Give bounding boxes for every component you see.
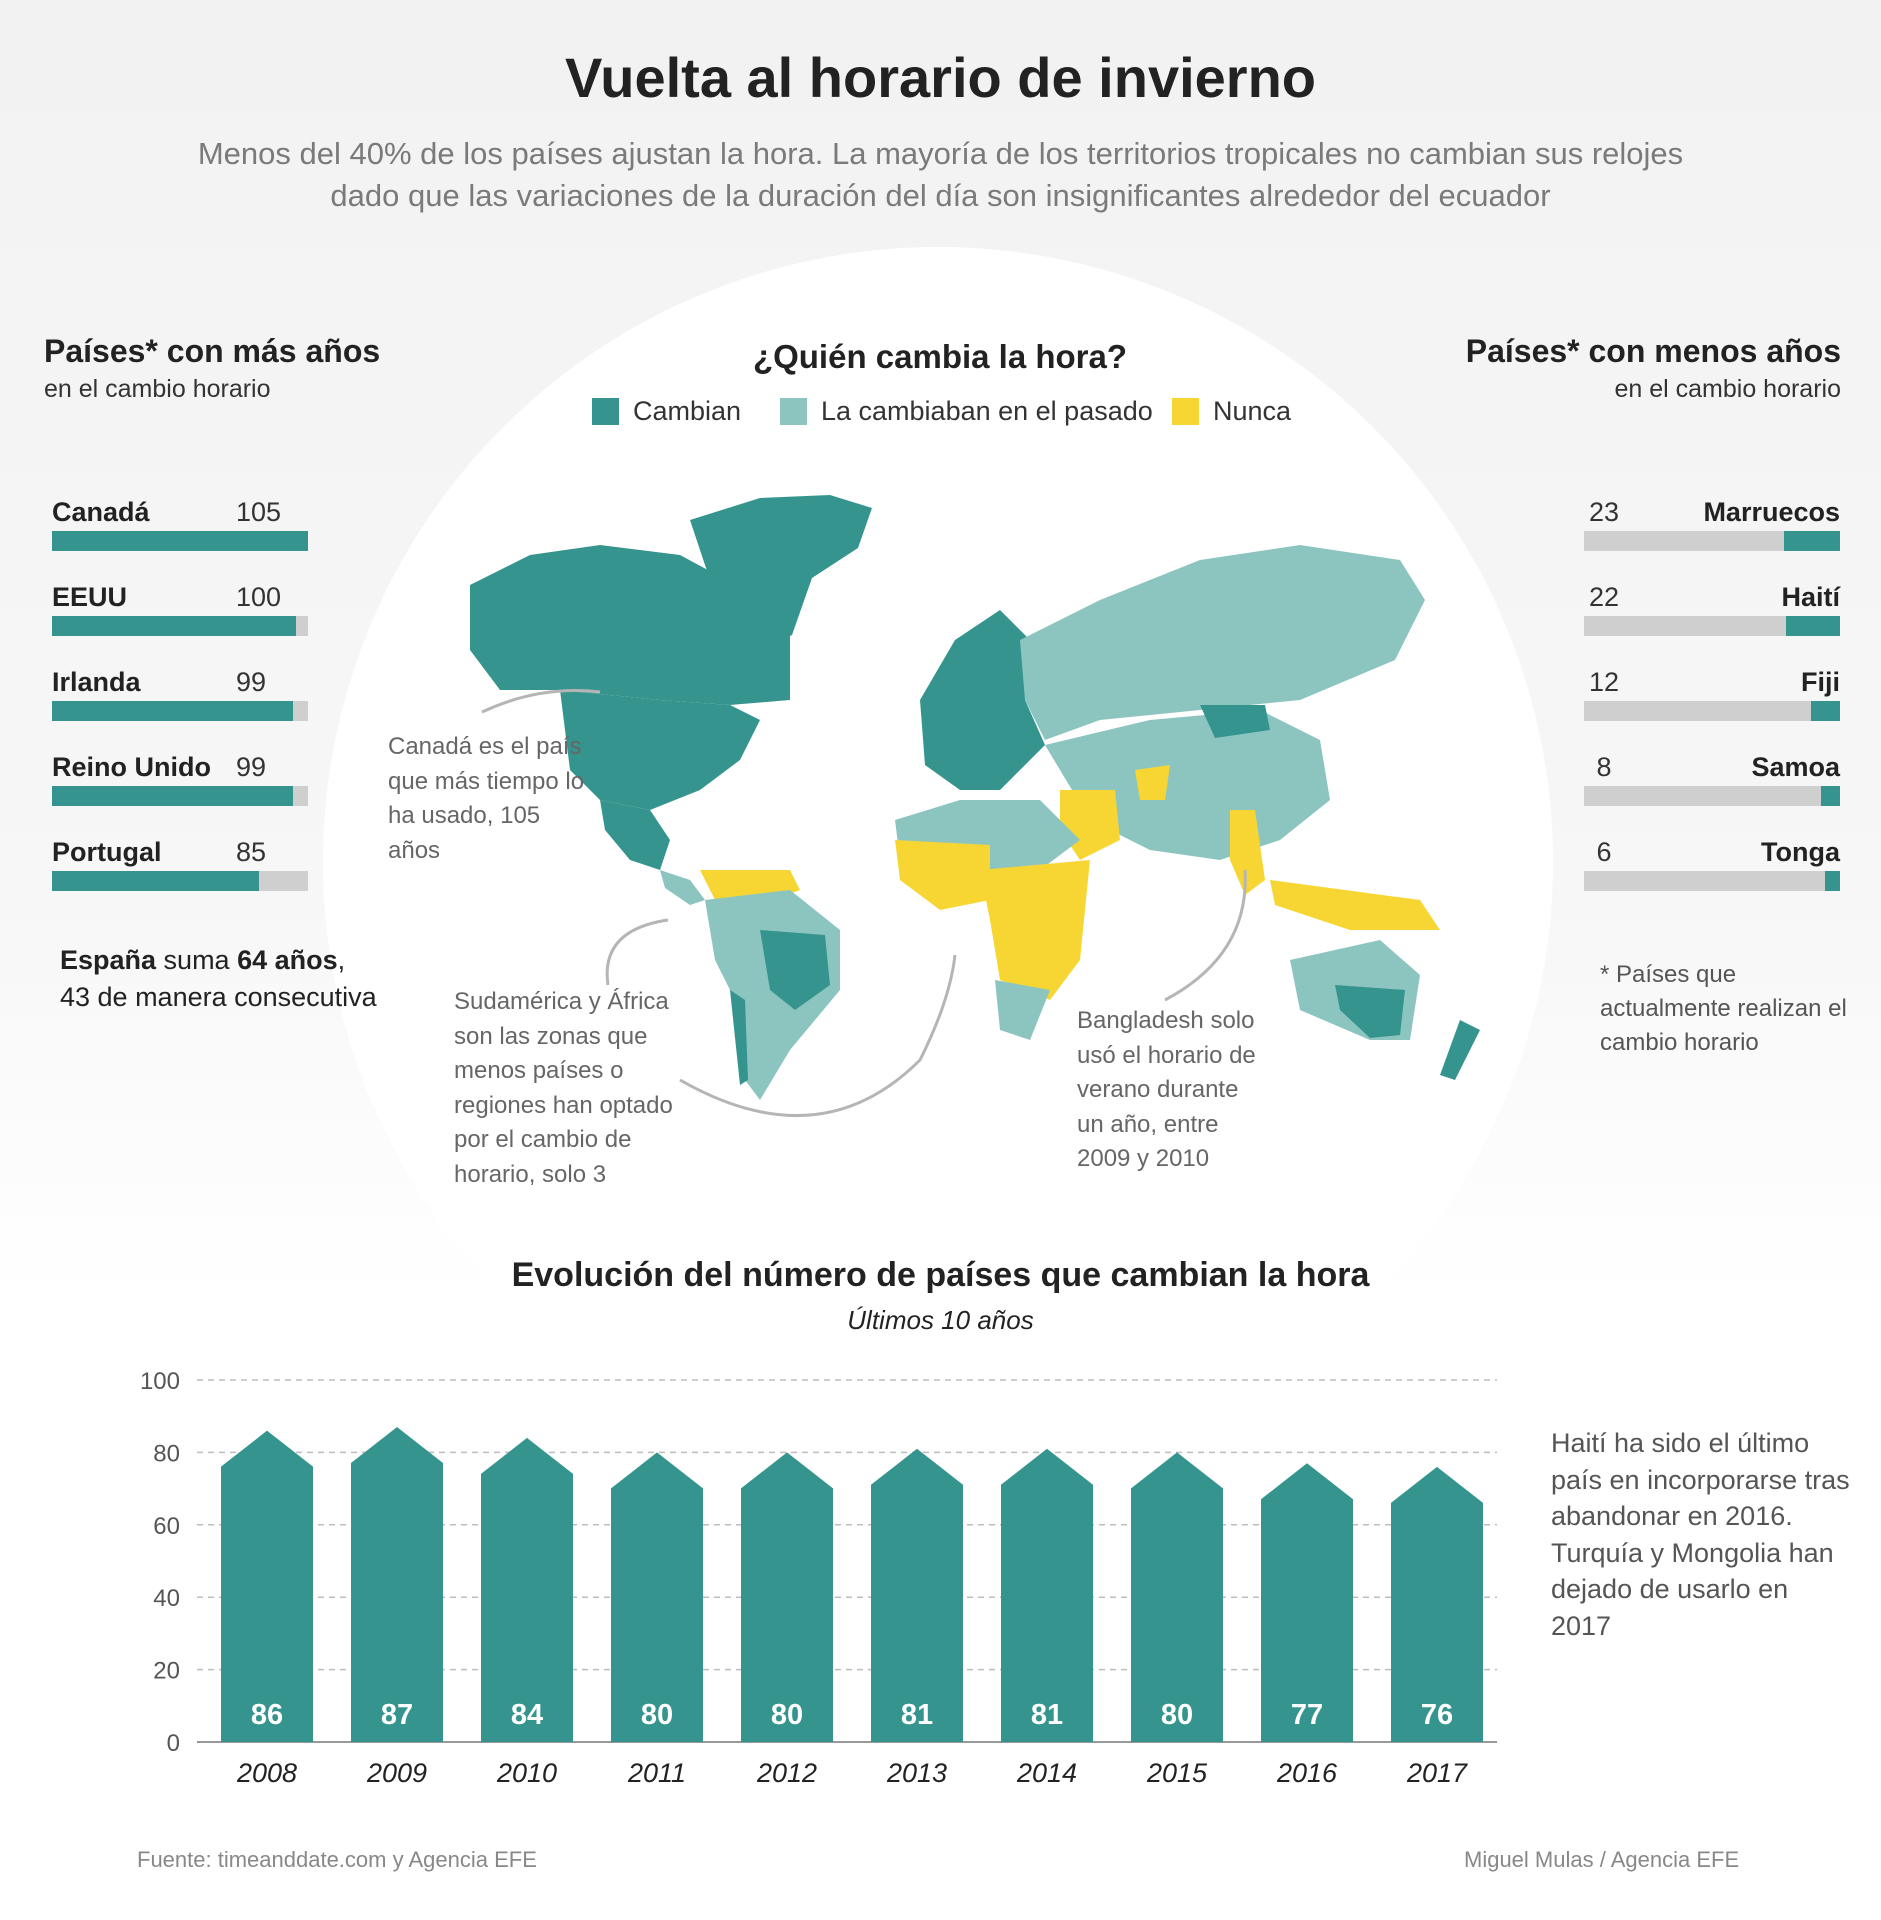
bar-value: 100 — [236, 582, 282, 612]
indonesia-shape — [1270, 880, 1440, 930]
arabia-shape — [1060, 790, 1120, 860]
bar-value: 99 — [236, 667, 267, 697]
y-tick-label: 100 — [139, 1368, 180, 1395]
page-title: Vuelta al horario de invierno — [565, 46, 1316, 109]
x-tick-label: 2011 — [627, 1758, 687, 1788]
year-bar — [221, 1431, 313, 1742]
bar-value: 99 — [236, 752, 267, 782]
bar-label: Reino Unido — [52, 752, 211, 782]
sudamerica-leader-line-1 — [607, 920, 668, 985]
bottom-chart-note: Haití ha sido el último país en incorporarse tras abandonar en 2016. Turquía y Mongolia han dejado de usarlo en 2017 — [1551, 1428, 1850, 1641]
bar-value-label: 86 — [250, 1699, 284, 1731]
afghanistan-shape — [1135, 765, 1170, 800]
x-tick-label: 2008 — [236, 1758, 298, 1788]
australia-southeast-shape — [1335, 985, 1405, 1038]
year-bar — [351, 1427, 443, 1742]
map-title: ¿Quién cambia la hora? — [752, 338, 1128, 375]
bar-label: Fiji — [1801, 667, 1840, 697]
x-tick-label: 2017 — [1406, 1758, 1468, 1788]
bar-value-label: 80 — [770, 1699, 804, 1731]
legend-label: La cambiaban en el pasado — [821, 396, 1153, 426]
bar-value: 105 — [236, 497, 282, 527]
year-bar — [481, 1438, 573, 1742]
bar-label: EEUU — [52, 582, 128, 612]
bar-value-label: 80 — [640, 1699, 674, 1731]
left-panel-subtitle: en el cambio horario — [44, 375, 271, 403]
central-america-shape — [660, 870, 705, 905]
bar-value-label: 87 — [380, 1699, 414, 1731]
bar-label: Irlanda — [52, 667, 141, 697]
x-tick-label: 2015 — [1146, 1758, 1208, 1788]
bar-value: 22 — [1588, 582, 1620, 612]
x-tick-label: 2016 — [1276, 1758, 1338, 1788]
y-tick-label: 20 — [153, 1657, 180, 1685]
bar-value-label: 77 — [1290, 1699, 1324, 1731]
spain-note-text-2: , 43 de manera consecutiva — [60, 945, 377, 1012]
legend-label: Cambian — [633, 396, 742, 426]
bar-value-label: 76 — [1420, 1699, 1454, 1731]
south-america-shape — [705, 890, 840, 1100]
canada-annotation: Canadá es el país que más tiempo lo ha usado, 105 años — [388, 733, 585, 864]
usa-shape — [560, 690, 760, 810]
bar-value-label: 81 — [1030, 1699, 1064, 1731]
bar-label: Canadá — [52, 497, 150, 527]
bar-value-label: 81 — [900, 1699, 934, 1731]
right-panel-title: Países* con menos años — [1465, 333, 1841, 369]
x-tick-label: 2013 — [886, 1758, 948, 1788]
footnote: * Países que actualmente realizan el cambio horario — [1600, 961, 1847, 1056]
sudamerica-annotation: Sudamérica y África son las zonas que menos países o regiones han optado por el cambio de horario, solo 3 — [454, 988, 673, 1188]
credit-text: Miguel Mulas / Agencia EFE — [1464, 1847, 1740, 1872]
y-tick-label: 80 — [153, 1440, 180, 1468]
bottom-chart-title: Evolución del número de países que cambian la hora — [511, 1256, 1370, 1294]
x-tick-label: 2009 — [366, 1758, 428, 1788]
x-tick-label: 2014 — [1016, 1758, 1078, 1788]
bangladesh-annotation: Bangladesh solo usó el horario de verano durante un año, entre 2009 y 2010 — [1077, 1007, 1256, 1172]
y-tick-label: 60 — [153, 1512, 180, 1540]
bar-label: Haití — [1781, 582, 1840, 612]
y-tick-label: 0 — [166, 1730, 180, 1757]
bar-value-label: 80 — [1160, 1699, 1194, 1731]
bar-label: Portugal — [52, 837, 162, 867]
bar-value: 23 — [1588, 497, 1620, 527]
subtitle-line-2: dado que las variaciones de la duración del día son insignificantes alrededor del ecuador — [330, 178, 1551, 213]
southern-africa-shape — [995, 980, 1050, 1040]
bar-label: Samoa — [1751, 752, 1840, 782]
y-tick-label: 40 — [153, 1585, 180, 1613]
bar-value: 8 — [1596, 752, 1612, 782]
x-tick-label: 2010 — [496, 1758, 558, 1788]
right-panel-subtitle: en el cambio horario — [1614, 375, 1841, 403]
bottom-chart-subtitle: Últimos 10 años — [847, 1305, 1034, 1335]
bar-value-label: 84 — [510, 1699, 544, 1731]
bar-value: 85 — [236, 837, 267, 867]
bangladesh-leader-line — [1165, 870, 1245, 1000]
spain-note-bold-1: España — [60, 945, 157, 975]
west-africa-shape — [895, 840, 990, 910]
bar-label: Tonga — [1761, 837, 1840, 867]
subtitle-line-1: Menos del 40% de los países ajustan la hora. La mayoría de los territorios tropicales no cambian sus relojes — [197, 136, 1684, 171]
bar-value: 6 — [1596, 837, 1612, 867]
mexico-shape — [600, 800, 670, 870]
bar-label: Marruecos — [1703, 497, 1840, 527]
left-panel-title: Países* con más años — [44, 333, 381, 369]
central-africa-shape — [980, 860, 1090, 1000]
legend-label: Nunca — [1213, 396, 1292, 426]
source-text: Fuente: timeanddate.com y Agencia EFE — [137, 1847, 537, 1872]
spain-note-text-1: suma — [156, 945, 238, 975]
spain-note-bold-2: 64 años — [237, 945, 338, 975]
x-tick-label: 2012 — [756, 1758, 818, 1788]
bar-value: 12 — [1588, 667, 1620, 697]
new-zealand-shape — [1440, 1020, 1480, 1080]
